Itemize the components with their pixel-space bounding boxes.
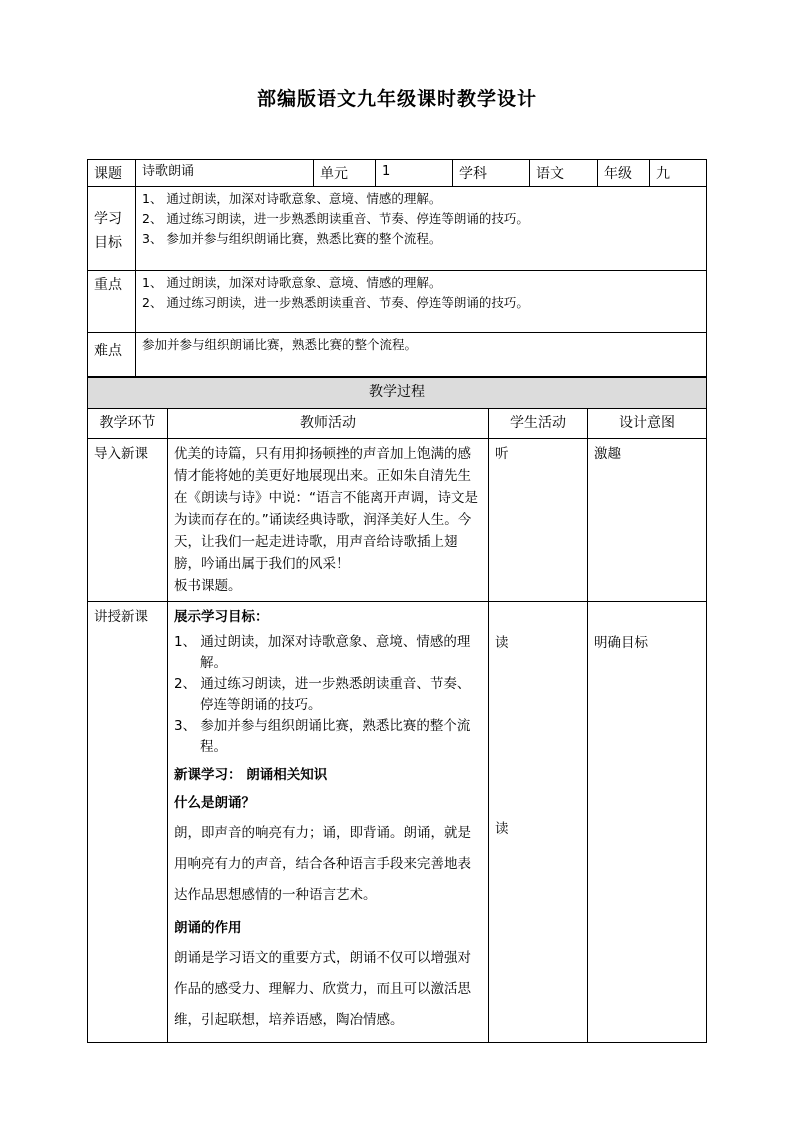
page-title: 部编版语文九年级课时教学设计 <box>256 88 537 110</box>
subject-label: 学科 <box>453 160 530 187</box>
unit-value: 1 <box>376 160 453 187</box>
list-item: 2、 通过练习朗读，进一步熟悉朗读重音、节奏、停连等朗诵的技巧。 <box>174 676 471 713</box>
lecture-stage: 讲授新课 <box>88 602 168 1043</box>
list-item: 3、 参加并参与组织朗诵比赛，熟悉比赛的整个流程。 <box>174 718 471 755</box>
unit-label: 单元 <box>314 160 376 187</box>
grade-value: 九 <box>650 160 707 187</box>
goals-label-1: 学习 <box>94 211 122 227</box>
goal-item: 3、 参加并参与组织朗诵比赛，熟悉比赛的整个流程。 <box>142 231 442 246</box>
list-item: 1、 通过朗读，加深对诗歌意象、意境、情感的理解。 <box>174 634 471 671</box>
topic-value: 诗歌朗诵 <box>136 160 314 187</box>
key-points-label: 重点 <box>88 271 136 333</box>
intro-stage: 导入新课 <box>88 439 168 602</box>
what-is-recitation-heading: 什么是朗诵？ <box>174 795 255 811</box>
goals-content <box>136 187 707 271</box>
recitation-purpose-heading: 朗诵的作用 <box>174 920 242 936</box>
intro-teacher-activity <box>168 439 489 602</box>
goal-item: 1、 通过朗读，加深对诗歌意象、意境、情感的理解。 <box>142 191 442 206</box>
goals-label <box>88 187 136 271</box>
lecture-intent-text: 明确目标 <box>594 635 648 651</box>
lecture-student-read-2: 读 <box>495 821 509 837</box>
recitation-purpose-text: 朗诵是学习语文的重要方式，朗诵不仅可以增强对作品的感受力、理解力、欣赏力，而且可以激活思维，引起联想，培养语感，陶冶情感。 <box>174 950 471 1028</box>
grade-label: 年级 <box>598 160 650 187</box>
lecture-goals-heading: 展示学习目标： <box>174 609 269 625</box>
lecture-intent <box>588 602 707 1043</box>
intro-teacher-text: 优美的诗篇，只有用抑扬顿挫的声音加上饱满的感情才能将她的美更好地展现出来。正如朱自清先生在《朗读与诗》中说：“语言不能离开声调，诗文是为读而存在的。”诵读经典诗歌，润泽美好人生。今天，让我们一起走进诗歌，用声音给诗歌插上翅膀，吟诵出属于我们的风采！ <box>174 446 478 572</box>
intro-student-activity: 听 <box>489 439 588 602</box>
process-title: 教学过程 <box>88 378 707 409</box>
recitation-definition: 朗，即声音的响亮有力；诵，即背诵。朗诵，就是用响亮有力的声音，结合各种语言手段来完善地表达作品思想感情的一种语言艺术。 <box>174 825 471 903</box>
lecture-goals-list <box>174 632 482 758</box>
topic-label: 课题 <box>88 160 136 187</box>
lecture-student-activity <box>489 602 588 1043</box>
subject-value: 语文 <box>530 160 598 187</box>
intro-teacher-text-2: 板书课题。 <box>174 578 242 594</box>
column-header-stage: 教学环节 <box>88 409 168 439</box>
new-lesson-heading: 新课学习： 朗诵相关知识 <box>174 767 328 783</box>
difficulty-label: 难点 <box>88 333 136 377</box>
goals-label-2: 目标 <box>94 235 122 251</box>
intro-intent: 激趣 <box>588 439 707 602</box>
key-point-item: 1、 通过朗读，加深对诗歌意象、意境、情感的理解。 <box>142 275 442 290</box>
key-points-content <box>136 271 707 333</box>
column-header-intent: 设计意图 <box>588 409 707 439</box>
column-header-student: 学生活动 <box>489 409 588 439</box>
column-header-teacher: 教师活动 <box>168 409 489 439</box>
lecture-student-read-1: 读 <box>495 635 509 651</box>
goal-item: 2、 通过练习朗读，进一步熟悉朗读重音、节奏、停连等朗诵的技巧。 <box>142 211 529 226</box>
teaching-process-table <box>87 377 707 1043</box>
difficulty-text: 参加并参与组织朗诵比赛，熟悉比赛的整个流程。 <box>136 333 707 377</box>
lesson-info-table <box>87 159 707 377</box>
key-point-item: 2、 通过练习朗读，进一步熟悉朗读重音、节奏、停连等朗诵的技巧。 <box>142 295 529 310</box>
lecture-teacher-activity <box>168 602 489 1043</box>
